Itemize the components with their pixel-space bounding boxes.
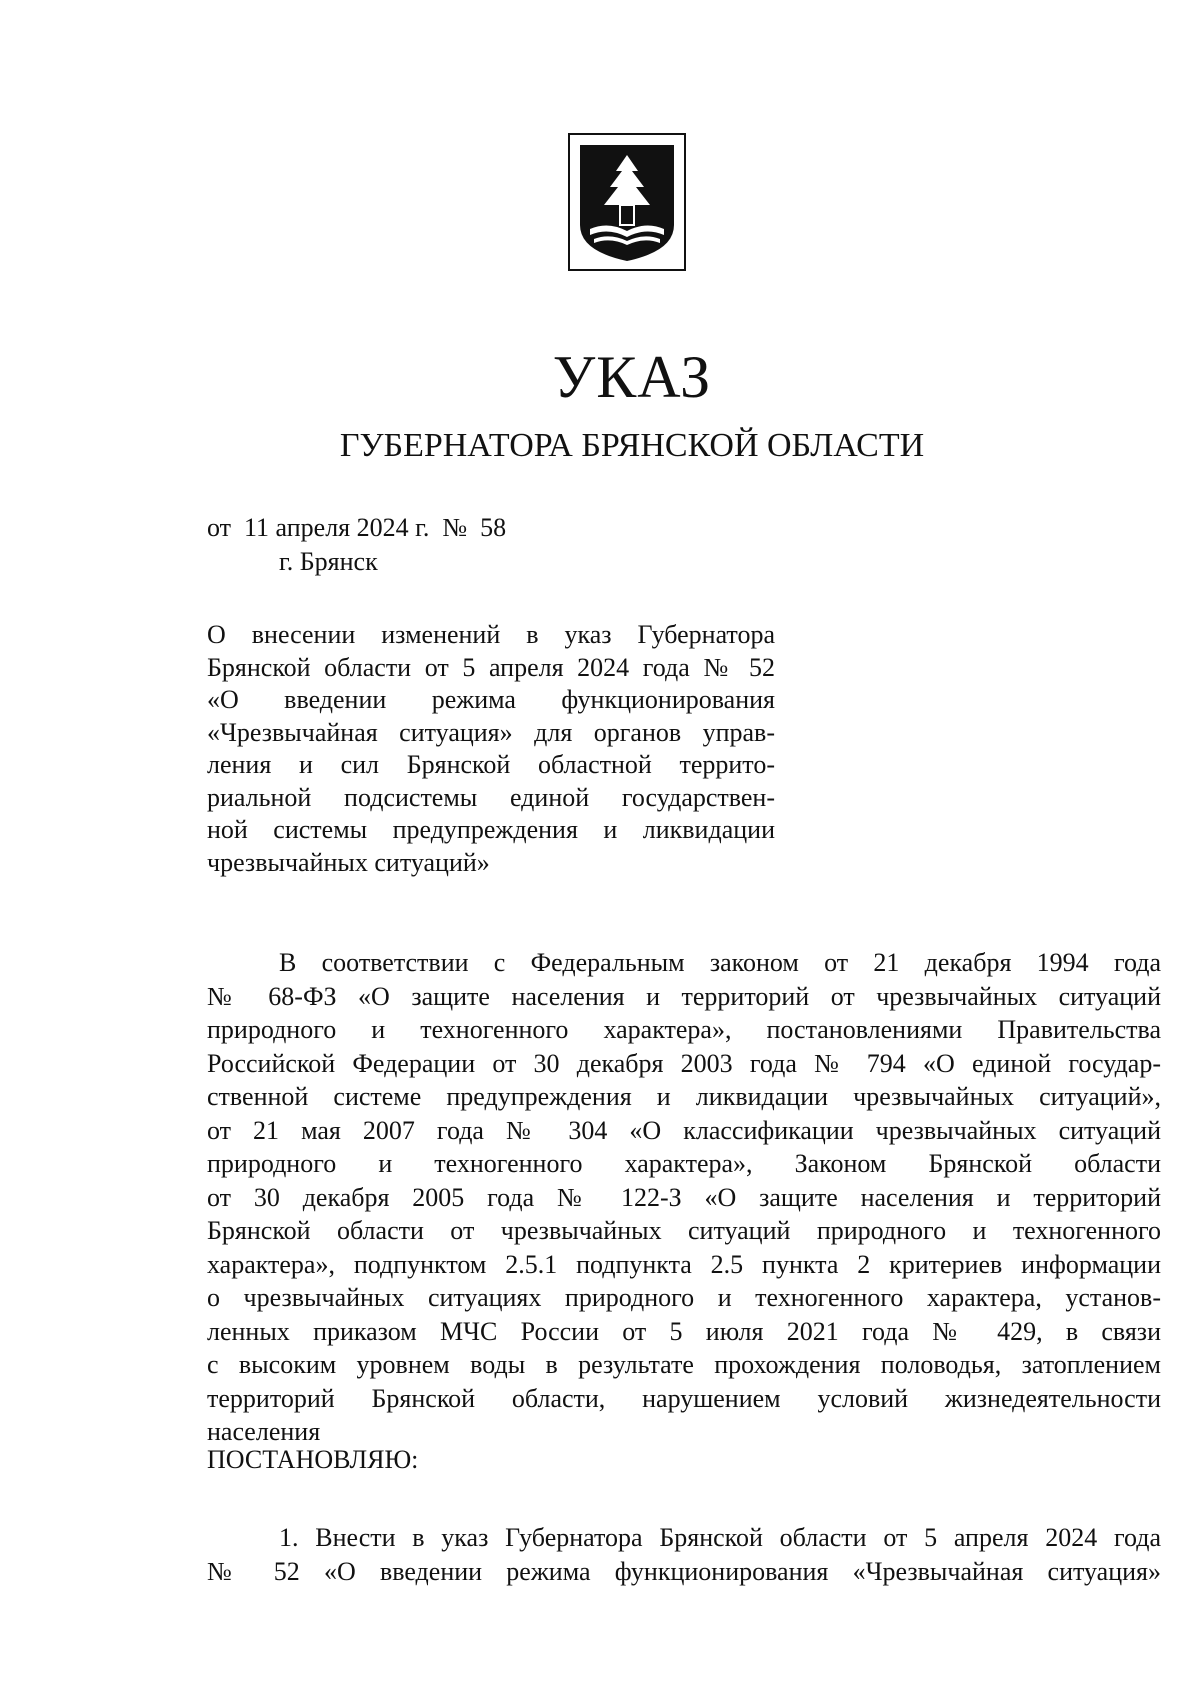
preamble-line: № 68-ФЗ «О защите населения и территорий от чрезвычайных ситуаций bbox=[207, 981, 1161, 1011]
preamble-line: с высоким уровнем воды в результате прохождения половодья, затоплением bbox=[207, 1350, 1161, 1379]
document-title: УКАЗ bbox=[552, 344, 712, 410]
item-line: 1. Внести в указ Губернатора Брянской области от 5 апреля 2024 года bbox=[279, 1523, 1161, 1552]
preamble-line: природного и техногенного характера», Законом Брянской области bbox=[207, 1149, 1161, 1178]
subject-line: ления и сил Брянской областной террито- bbox=[207, 750, 775, 779]
subject-line: ной системы предупреждения и ликвидации bbox=[207, 815, 775, 844]
subject-line: Брянской области от 5 апреля 2024 года № 52 bbox=[207, 652, 775, 682]
preamble-line: природного и техногенного характера», постановлениями Правительства bbox=[207, 1015, 1161, 1044]
subject-line: О внесении изменений в указ Губернатора bbox=[207, 620, 775, 649]
preamble-line: характера», подпунктом 2.5.1 подпункта 2.5 пункта 2 критериев информации bbox=[207, 1249, 1161, 1279]
preamble-line: от 21 мая 2007 года № 304 «О классификации чрезвычайных ситуаций bbox=[207, 1115, 1161, 1145]
subject-line: «О введении режима функционирования bbox=[207, 685, 775, 714]
subject-line: «Чрезвычайная ситуация» для органов управ- bbox=[207, 717, 775, 747]
preamble-line: от 30 декабря 2005 года № 122-З «О защите населения и территорий bbox=[207, 1182, 1161, 1212]
preamble-line: населения bbox=[207, 1417, 321, 1446]
document-city: г. Брянск bbox=[279, 547, 378, 576]
preamble-line: В соответствии с Федеральным законом от 21 декабря 1994 года bbox=[279, 948, 1161, 977]
preamble-line: ственной системе предупреждения и ликвидации чрезвычайных ситуаций», bbox=[207, 1082, 1161, 1111]
document-date-number: от 11 апреля 2024 г. № 58 bbox=[207, 513, 507, 542]
bryansk-coat-of-arms-icon bbox=[568, 133, 686, 271]
item-line: № 52 «О введении режима функционирования «Чрезвычайная ситуация» bbox=[207, 1556, 1161, 1586]
subject-line: чрезвычайных ситуаций» bbox=[207, 847, 490, 877]
preamble-line: о чрезвычайных ситуациях природного и техногенного характера, установ- bbox=[207, 1283, 1161, 1312]
decree-word: ПОСТАНОВЛЯЮ: bbox=[207, 1445, 419, 1474]
subject-line: риальной подсистемы единой государствен- bbox=[207, 782, 775, 812]
decree-item-1 bbox=[207, 1521, 1161, 1588]
document-issuer: ГУБЕРНАТОРА БРЯНСКОЙ ОБЛАСТИ bbox=[339, 427, 925, 464]
document-subject bbox=[207, 619, 775, 879]
preamble-paragraph bbox=[207, 946, 1161, 1449]
preamble-line: территорий Брянской области, нарушением условий жизнедеятельности bbox=[207, 1383, 1161, 1413]
preamble-line: Российской Федерации от 30 декабря 2003 года № 794 «О единой государ- bbox=[207, 1048, 1161, 1078]
preamble-line: ленных приказом МЧС России от 5 июля 2021 года № 429, в связи bbox=[207, 1316, 1161, 1346]
preamble-line: Брянской области от чрезвычайных ситуаций природного и техногенного bbox=[207, 1216, 1161, 1245]
